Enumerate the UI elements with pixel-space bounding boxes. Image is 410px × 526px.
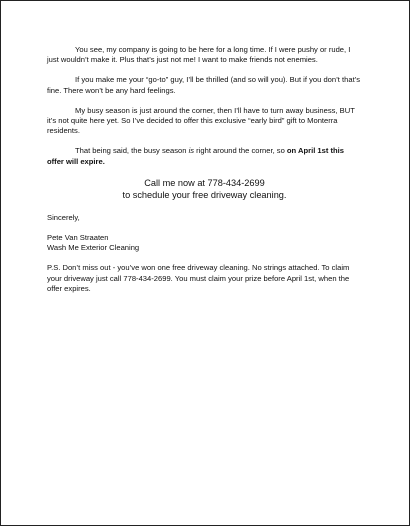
- paragraph-busy-season: My busy season is just around the corner, then I’ll have to turn away business, BUT it’s not quite here yet. So I’ve decided to offer this exclusive “early bird” gift to Monterra residents.: [47, 105, 355, 136]
- offer-text-lead: That being said, the busy season: [75, 146, 189, 156]
- signature-block: [47, 233, 362, 253]
- closing-salutation: Sincerely,: [47, 212, 80, 222]
- offer-text-middle: right around the corner, so: [194, 146, 287, 156]
- call-to-action: [47, 177, 362, 201]
- cta-schedule-line: to schedule your free driveway cleaning.: [122, 189, 287, 200]
- postscript: P.S. Don’t miss out - you’ve won one free driveway cleaning. No strings attached. To claim your driveway just call 778-434-2699. You must claim your prize before April 1st, when the offer expires.: [47, 263, 350, 293]
- paragraph-go-to-guy: If you make me your “go-to” guy, I’ll be thrilled (and so will you). But if you don’t that’s fine. There won’t be any hard feelings.: [47, 75, 361, 95]
- letter-body: [47, 45, 362, 304]
- signature-company: Wash Me Exterior Cleaning: [47, 243, 140, 253]
- signature-name: Pete Van Straaten: [47, 233, 109, 243]
- paragraph-company-longevity: You see, my company is going to be here for a long time. If I were pushy or rude, I just wouldn’t make it. Plus that’s just not me! I want to make friends not enemies.: [47, 45, 351, 65]
- offer-expiry-date: on April 1st this offer will expire.: [47, 146, 345, 166]
- offer-text-emphasis: is: [188, 146, 195, 156]
- paragraph-offer-expiry: [47, 146, 362, 166]
- cta-phone-line: Call me now at 778-434-2699: [144, 177, 265, 188]
